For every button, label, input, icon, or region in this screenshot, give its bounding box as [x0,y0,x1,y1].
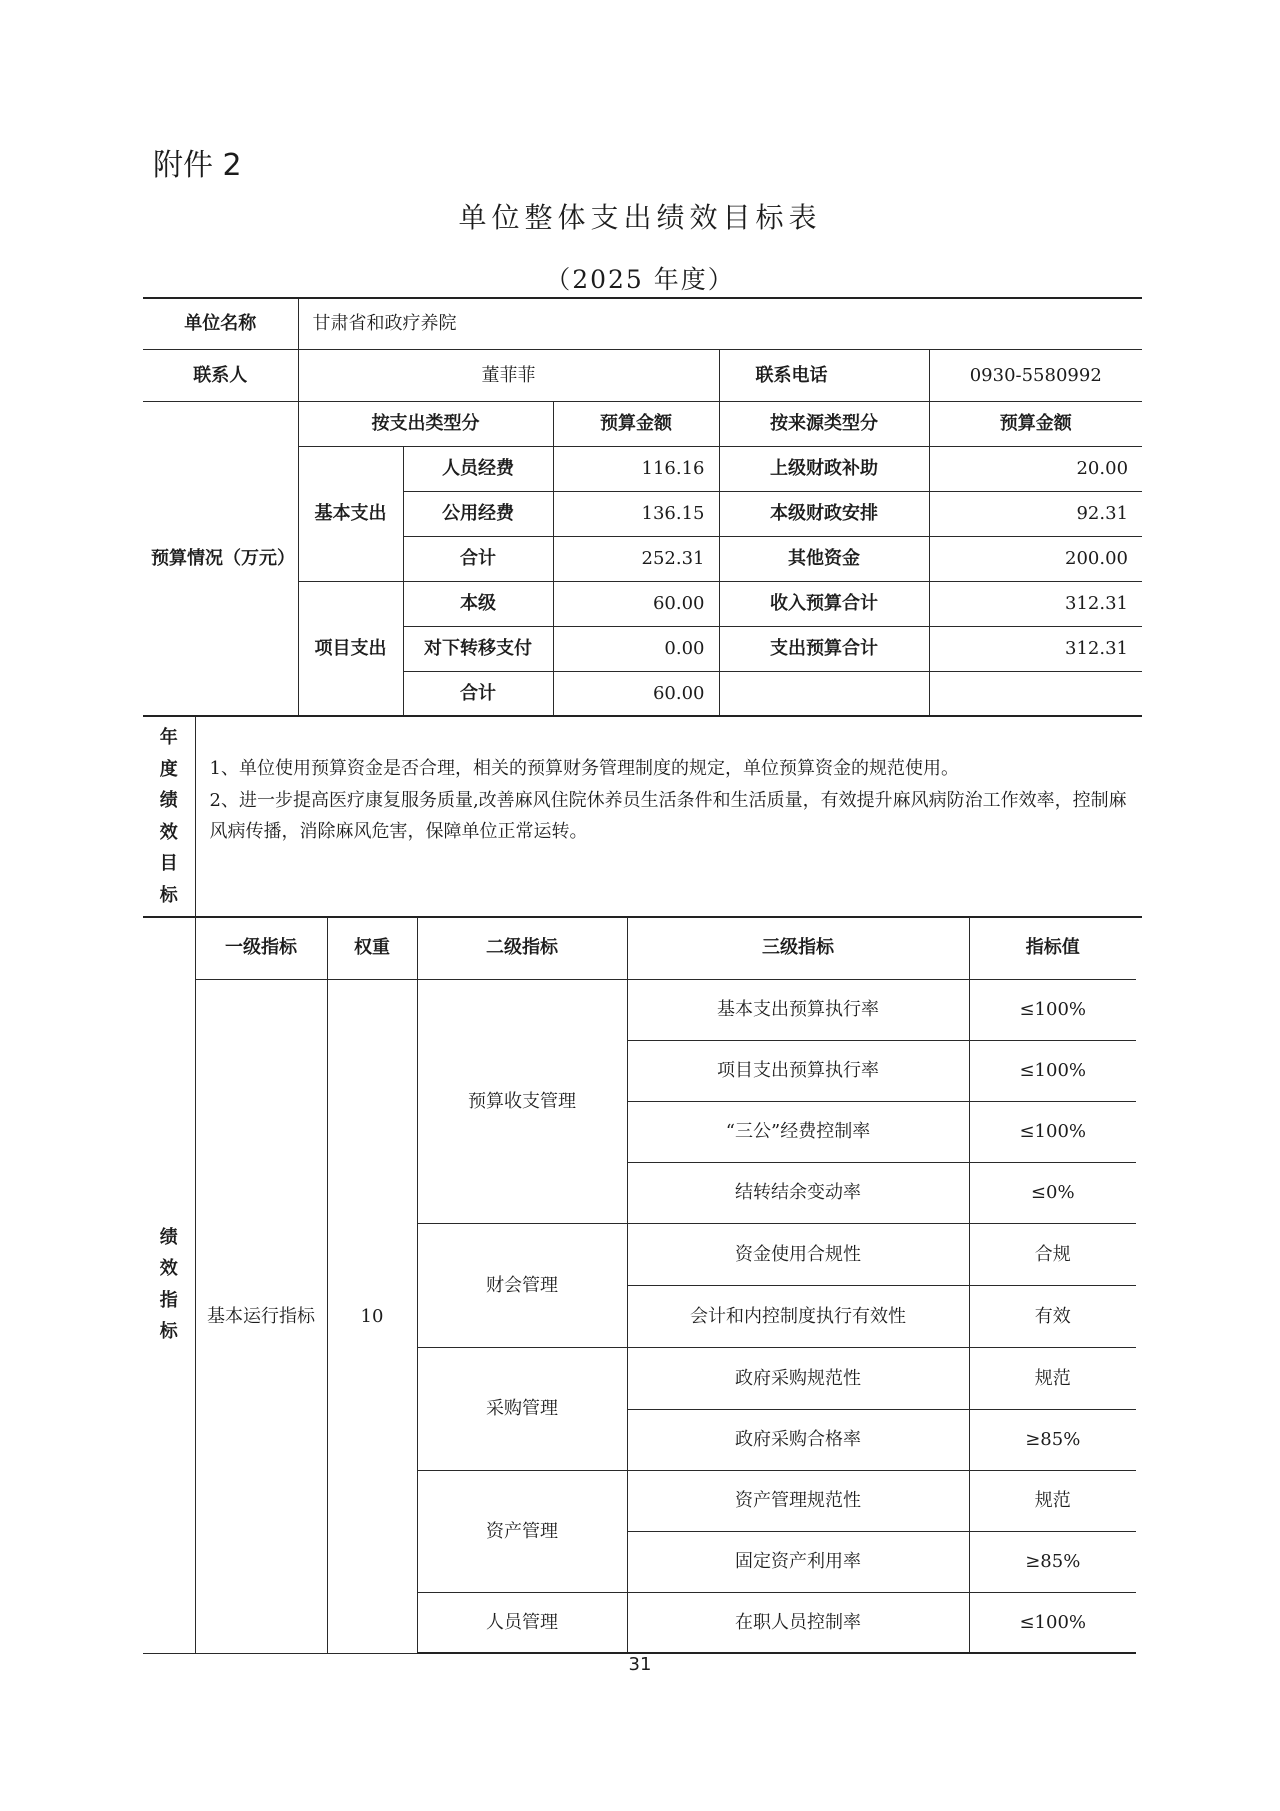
header-expense-type: 按支出类型分 [298,401,553,446]
header-amount-source: 预算金额 [929,401,1142,446]
indicator-value: 有效 [969,1285,1136,1347]
unit-name-value: 甘肃省和政疗养院 [298,298,1142,349]
expense-item-amount: 60.00 [553,671,719,716]
indicator-value: ≥85% [969,1531,1136,1592]
source-item-label: 收入预算合计 [719,581,929,626]
contact-value: 董菲菲 [298,349,719,401]
expense-item-amount: 136.15 [553,491,719,536]
header-weight: 权重 [327,917,417,979]
level3-indicator: 政府采购规范性 [627,1347,969,1409]
page-number: 31 [628,1654,652,1675]
goal-item: 2、进一步提高医疗康复服务质量,改善麻风住院休养员生活条件和生活质量，有效提升麻风病防治工作效率，控制麻风病传播，消除麻风危害，保障单位正常运转。 [209,789,1127,842]
contact-label: 联系人 [143,349,298,401]
indicator-value: ≤100% [969,1101,1136,1162]
fiscal-year: （2025 年度） [545,265,735,294]
indicator-value: 规范 [969,1347,1136,1409]
expense-item-amount: 0.00 [553,626,719,671]
document-title: 单位整体支出绩效目标表 [458,201,822,234]
header-value: 指标值 [969,917,1136,979]
level3-indicator: 固定资产利用率 [627,1531,969,1592]
goal-item: 1、单位使用预算资金是否合理，相关的预算财务管理制度的规定，单位预算资金的规范使用。 [209,758,959,779]
level3-indicator: 在职人员控制率 [627,1592,969,1653]
level3-indicator: 资产管理规范性 [627,1470,969,1531]
level3-indicator: 结转结余变动率 [627,1162,969,1223]
level3-indicator: “三公”经费控制率 [627,1101,969,1162]
indicator-value: ≤100% [969,1592,1136,1653]
indicator-value: 规范 [969,1470,1136,1531]
source-item-label: 上级财政补助 [719,446,929,491]
annual-goal-content [195,717,1142,917]
indicator-value: ≤100% [969,1040,1136,1101]
source-item-label: 其他资金 [719,536,929,581]
source-item-amount: 20.00 [929,446,1142,491]
annual-goal-label: 年度绩效目标 [143,717,195,917]
indicator-value: ≤0% [969,1162,1136,1223]
expense-item-amount: 116.16 [553,446,719,491]
indicator-value: ≤100% [969,979,1136,1040]
expense-item-label: 人员经费 [403,446,553,491]
source-item-amount: 312.31 [929,626,1142,671]
level2-indicator: 资产管理 [417,1470,627,1592]
expense-item-amount: 252.31 [553,536,719,581]
header-level3: 三级指标 [627,917,969,979]
budget-table [143,297,1142,717]
phone-value: 0930-5580992 [929,349,1142,401]
source-item-amount: 200.00 [929,536,1142,581]
level3-indicator: 项目支出预算执行率 [627,1040,969,1101]
header-level1: 一级指标 [195,917,327,979]
expense-item-amount: 60.00 [553,581,719,626]
source-item-amount: 312.31 [929,581,1142,626]
level2-indicator: 财会管理 [417,1223,627,1347]
level2-indicator: 人员管理 [417,1592,627,1653]
level3-indicator: 资金使用合规性 [627,1223,969,1285]
indicator-value: 合规 [969,1223,1136,1285]
weight-value: 10 [327,979,417,1653]
source-item-label: 支出预算合计 [719,626,929,671]
empty-cell [719,671,929,716]
source-item-label: 本级财政安排 [719,491,929,536]
indicator-table [143,917,1136,1654]
phone-label: 联系电话 [719,349,929,401]
expense-item-label: 合计 [403,536,553,581]
empty-cell [929,671,1142,716]
budget-section-label: 预算情况（万元） [143,401,298,716]
expense-item-label: 本级 [403,581,553,626]
expense-item-label: 公用经费 [403,491,553,536]
source-item-amount: 92.31 [929,491,1142,536]
indicator-value: ≥85% [969,1409,1136,1470]
indicator-section-label: 绩效指标 [143,917,195,1653]
level3-indicator: 政府采购合格率 [627,1409,969,1470]
level2-indicator: 采购管理 [417,1347,627,1470]
expense-item-label: 对下转移支付 [403,626,553,671]
unit-name-label: 单位名称 [143,298,298,349]
header-source-type: 按来源类型分 [719,401,929,446]
level3-indicator: 基本支出预算执行率 [627,979,969,1040]
expense-item-label: 合计 [403,671,553,716]
project-expense-label: 项目支出 [298,581,403,716]
level3-indicator: 会计和内控制度执行有效性 [627,1285,969,1347]
header-amount-expense: 预算金额 [553,401,719,446]
basic-expense-label: 基本支出 [298,446,403,581]
header-level2: 二级指标 [417,917,627,979]
annual-goal-table [143,717,1142,918]
level2-indicator: 预算收支管理 [417,979,627,1223]
attachment-label: 附件 2 [153,148,242,183]
level1-indicator: 基本运行指标 [195,979,327,1653]
